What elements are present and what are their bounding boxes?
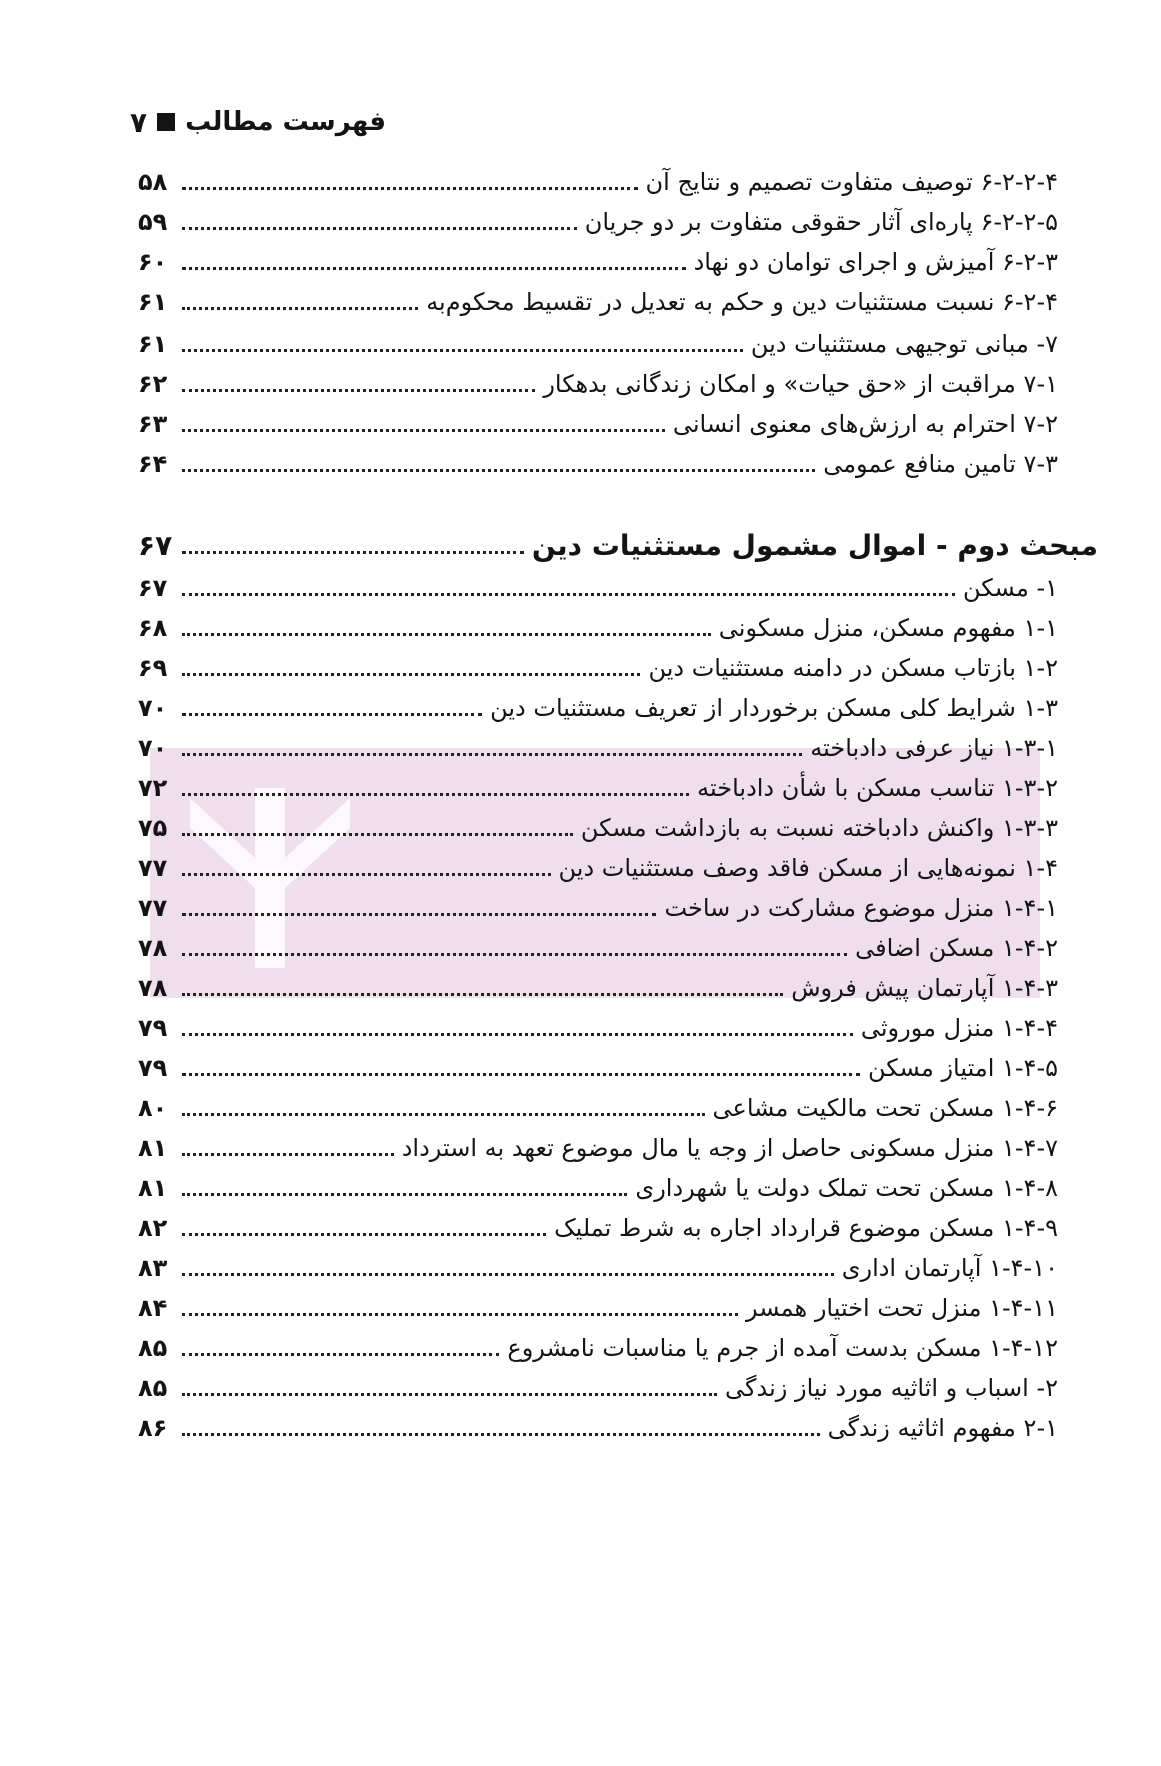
toc-entry-title: ۱-۳ شرایط کلی مسکن برخوردار از تعریف مستثنیات دین — [490, 694, 1058, 722]
toc-entry — [138, 1126, 1058, 1166]
toc-entry-page: ۶۲ — [138, 370, 168, 398]
toc-entry — [138, 1086, 1058, 1126]
toc-entry-page: ۷۰ — [138, 694, 168, 722]
toc-entry — [138, 606, 1058, 646]
toc-entry — [138, 646, 1058, 686]
toc-entry-title: ۱-۴-۱۱ منزل تحت اختیار همسر — [746, 1294, 1058, 1322]
toc-entry-title: ۱-۳-۳ واکنش دادباخته نسبت به بازداشت مسکن — [580, 814, 1058, 842]
toc-entry-title: ۶-۲-۲-۵ پاره‌ای آثار حقوقی متفاوت بر دو جریان — [584, 208, 1058, 236]
toc-entry-page: ۶۰ — [138, 248, 168, 276]
toc-entry-page: ۷۲ — [138, 774, 168, 802]
page-number: ۷ — [130, 105, 148, 139]
dot-leader — [182, 551, 524, 554]
dot-leader — [182, 1153, 394, 1156]
toc-entry — [138, 1286, 1058, 1326]
toc-entry-page: ۵۸ — [138, 168, 168, 196]
dot-leader — [182, 429, 665, 432]
toc-entry-page: ۶۸ — [138, 614, 168, 642]
toc-entry-page: ۷۷ — [138, 894, 168, 922]
dot-leader — [182, 1353, 499, 1356]
toc-entry — [138, 1406, 1058, 1446]
toc-entry — [138, 926, 1058, 966]
toc-entry-title: ۱-۴-۴ منزل موروثی — [860, 1014, 1058, 1042]
section-heading — [138, 524, 1098, 564]
toc-entry-page: ۷۷ — [138, 854, 168, 882]
toc-entry-page: ۶۱ — [138, 330, 168, 358]
dot-leader — [182, 1193, 627, 1196]
toc-entry-page: ۷۹ — [138, 1014, 168, 1042]
toc-entry-page: ۶۴ — [138, 450, 168, 478]
toc-entry — [138, 686, 1058, 726]
dot-leader — [182, 1033, 853, 1036]
toc-entry — [138, 1326, 1058, 1366]
toc-entry-page: ۸۴ — [138, 1294, 168, 1322]
toc-entry — [138, 966, 1058, 1006]
toc-entry-title: ۶-۲-۴ نسبت مستثنیات دین و حکم به تعدیل در تقسیط محکوم‌به — [426, 288, 1058, 316]
toc-entry — [138, 726, 1058, 766]
toc-entry-title: ۷- مبانی توجیهی مستثنیات دین — [750, 330, 1058, 358]
page-header — [130, 100, 386, 144]
toc-entry-title: ۲- اسباب و اثاثیه مورد نیاز زندگی — [725, 1374, 1058, 1402]
toc-entry-page: ۷۰ — [138, 734, 168, 762]
toc-entry-title: ۶-۲-۲-۴ توصیف متفاوت تصمیم و نتایج آن — [645, 168, 1058, 196]
toc-entry-page: ۷۸ — [138, 934, 168, 962]
toc-entry-title: ۲-۱ مفهوم اثاثیه زندگی — [827, 1414, 1058, 1442]
toc-entry-title: ۱-۱ مفهوم مسکن، منزل مسکونی — [718, 614, 1058, 642]
section-title: مبحث دوم - اموال مشمول مستثنیات دین — [531, 529, 1098, 562]
toc-entry-title: ۱-۴-۸ مسکن تحت تملک دولت یا شهرداری — [635, 1174, 1058, 1202]
toc-entry — [138, 442, 1058, 482]
toc-entry-page: ۸۶ — [138, 1414, 168, 1442]
toc-entry — [138, 362, 1058, 402]
toc-entry — [138, 1366, 1058, 1406]
dot-leader — [182, 593, 955, 596]
toc-entry — [138, 1206, 1058, 1246]
toc-entry-title: ۷-۳ تامین منافع عمومی — [823, 450, 1058, 478]
toc-entry-page: ۸۱ — [138, 1134, 168, 1162]
dot-leader — [182, 1113, 705, 1116]
dot-leader — [182, 349, 743, 352]
dot-leader — [182, 993, 783, 996]
toc-entry-page: ۵۹ — [138, 208, 168, 236]
dot-leader — [182, 633, 711, 636]
dot-leader — [182, 833, 573, 836]
section-page: ۶۷ — [138, 529, 173, 562]
toc-entry-title: ۶-۲-۳ آمیزش و اجرای توامان دو نهاد — [693, 248, 1058, 276]
toc-entry-page: ۸۵ — [138, 1374, 168, 1402]
toc-entry-page: ۷۵ — [138, 814, 168, 842]
dot-leader — [182, 267, 686, 270]
toc-entry-title: ۱-۴-۲ مسکن اضافی — [855, 934, 1058, 962]
toc-entry — [138, 1246, 1058, 1286]
toc-entry-title: ۱-۴-۱۰ آپارتمان اداری — [841, 1254, 1058, 1282]
toc-entry-title: ۱-۴ نمونه‌هایی از مسکن فاقد وصف مستثنیات دین — [558, 854, 1058, 882]
toc-entry — [138, 200, 1058, 240]
toc-entry-title: ۱-۴-۵ امتیاز مسکن — [868, 1054, 1058, 1082]
toc-entry-title: ۱-۴-۱ منزل موضوع مشارکت در ساخت — [664, 894, 1058, 922]
square-bullet-icon — [157, 113, 175, 131]
dot-leader — [182, 187, 638, 190]
dot-leader — [182, 713, 482, 716]
dot-leader — [182, 469, 815, 472]
dot-leader — [182, 753, 802, 756]
toc-entry-page: ۶۹ — [138, 654, 168, 682]
toc-entry — [138, 402, 1058, 442]
toc-entry — [138, 280, 1058, 320]
toc-entry-page: ۸۵ — [138, 1334, 168, 1362]
toc-entry — [138, 240, 1058, 280]
toc-entry — [138, 806, 1058, 846]
toc-entry — [138, 1166, 1058, 1206]
toc-entry-title: ۷-۲ احترام به ارزش‌های معنوی انسانی — [672, 410, 1058, 438]
toc-entry-title: ۱-۴-۹ مسکن موضوع قرارداد اجاره به شرط تملیک — [554, 1214, 1058, 1242]
dot-leader — [182, 1433, 820, 1436]
toc-entry — [138, 1046, 1058, 1086]
toc-entry-title: ۱-۴-۱۲ مسکن بدست آمده از جرم یا مناسبات نامشروع — [507, 1334, 1058, 1362]
dot-leader — [182, 1233, 546, 1236]
toc-entry — [138, 766, 1058, 806]
dot-leader — [182, 873, 551, 876]
dot-leader — [182, 673, 640, 676]
toc-entry-page: ۶۷ — [138, 574, 168, 602]
dot-leader — [182, 389, 535, 392]
dot-leader — [182, 1273, 834, 1276]
toc-entry-title: ۱- مسکن — [963, 574, 1058, 602]
toc-entry — [138, 566, 1058, 606]
dot-leader — [182, 913, 656, 916]
toc-entry-title: ۷-۱ مراقبت از «حق حیات» و امکان زندگانی بدهکار — [543, 370, 1058, 398]
toc-entry — [138, 160, 1058, 200]
toc-entry-title: ۱-۴-۷ منزل مسکونی حاصل از وجه یا مال موضوع تعهد به استرداد — [401, 1134, 1058, 1162]
toc-entry-page: ۶۱ — [138, 288, 168, 316]
dot-leader — [182, 1313, 738, 1316]
dot-leader — [182, 793, 689, 796]
toc-entry — [138, 322, 1058, 362]
toc-entry-page: ۸۰ — [138, 1094, 168, 1122]
dot-leader — [182, 227, 577, 230]
dot-leader — [182, 953, 847, 956]
toc-entry-page: ۸۳ — [138, 1254, 168, 1282]
toc-entry-title: ۱-۴-۶ مسکن تحت مالکیت مشاعی — [712, 1094, 1058, 1122]
dot-leader — [182, 1073, 860, 1076]
running-title: فهرست مطالب — [185, 107, 387, 137]
toc-entry — [138, 1006, 1058, 1046]
toc-entry-page: ۷۹ — [138, 1054, 168, 1082]
toc-entry-title: ۱-۳-۲ تناسب مسکن با شأن دادباخته — [697, 774, 1058, 802]
toc-entry-page: ۷۸ — [138, 974, 168, 1002]
toc-entry — [138, 886, 1058, 926]
toc-entry-title: ۱-۲ بازتاب مسکن در دامنه مستثنیات دین — [648, 654, 1058, 682]
toc-entry-page: ۸۲ — [138, 1214, 168, 1242]
dot-leader — [182, 307, 418, 310]
toc-entry — [138, 846, 1058, 886]
toc-entry-page: ۶۳ — [138, 410, 168, 438]
toc-entry-title: ۱-۳-۱ نیاز عرفی دادباخته — [810, 734, 1058, 762]
toc-entry-title: ۱-۴-۳ آپارتمان پیش فروش — [791, 974, 1058, 1002]
dot-leader — [182, 1393, 717, 1396]
toc-entry-page: ۸۱ — [138, 1174, 168, 1202]
